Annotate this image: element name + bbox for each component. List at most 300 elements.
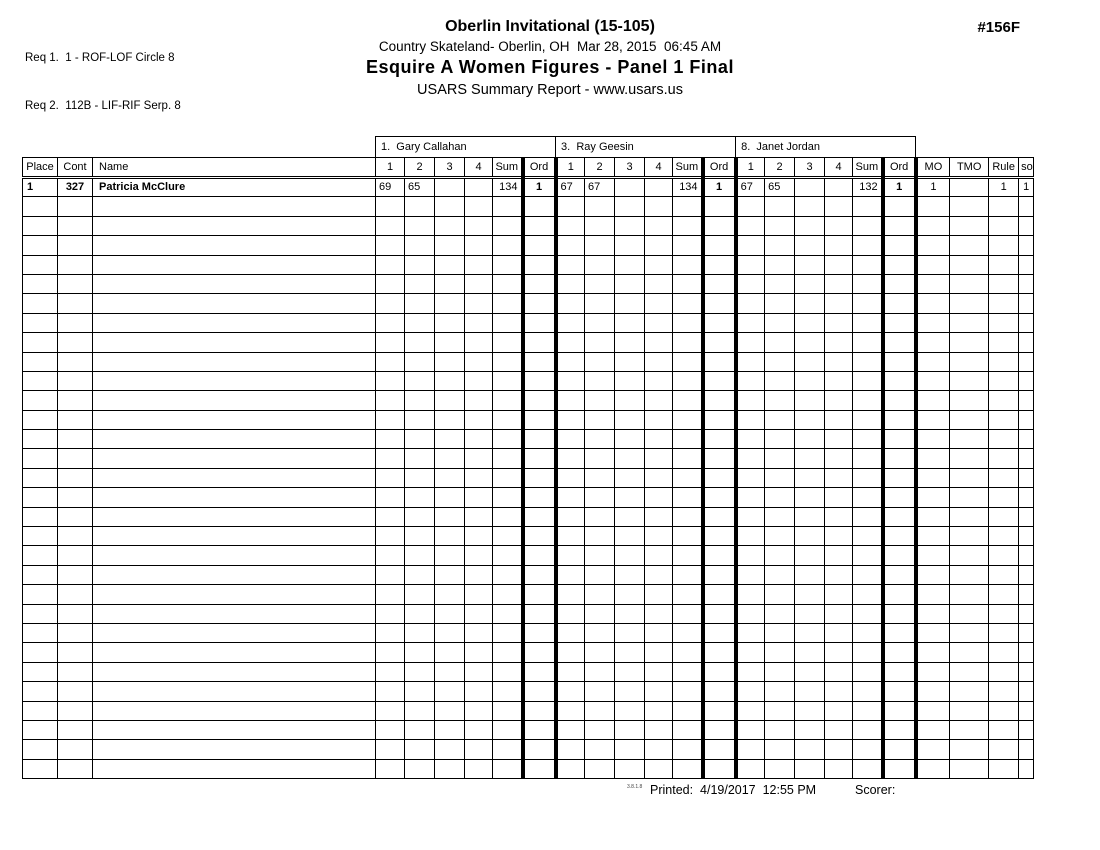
cell-judge3-score1	[736, 662, 765, 681]
cell-mo	[916, 333, 950, 352]
title-block	[0, 18, 1100, 98]
scorer-label: Scorer:	[855, 783, 896, 797]
cell-judge2-score2	[585, 585, 615, 604]
cell-judge1-sum	[493, 216, 523, 235]
cell-judge1-sum	[493, 449, 523, 468]
cell-judge2-score4	[645, 410, 673, 429]
cell-place	[23, 682, 58, 701]
cell-judge2-score4	[645, 565, 673, 584]
cell-judge3-score2	[765, 255, 795, 274]
cell-judge2-score3	[615, 643, 645, 662]
cell-judge2-score1	[556, 527, 585, 546]
cell-judge3-score1	[736, 391, 765, 410]
cell-rule	[989, 585, 1019, 604]
cell-judge3-score2	[765, 662, 795, 681]
cell-place	[23, 623, 58, 642]
cell-judge2-ord	[703, 488, 736, 507]
cell-rule	[989, 623, 1019, 642]
req-line-1: Req 1. 1 - ROF-LOF Circle 8	[25, 52, 175, 64]
cell-judge3-score3	[795, 546, 825, 565]
cell-judge1-sum	[493, 759, 523, 778]
cell-judge1-sum	[493, 313, 523, 332]
cell-judge1-sum	[493, 274, 523, 293]
cell-judge3-score1: 67	[736, 178, 765, 197]
cell-judge2-score2	[585, 701, 615, 720]
cell-place	[23, 585, 58, 604]
cell-tmo	[950, 565, 989, 584]
cell-name	[93, 488, 376, 507]
cell-so	[1019, 546, 1034, 565]
cell-judge2-score1	[556, 585, 585, 604]
cell-judge3-sum	[853, 662, 883, 681]
cell-judge3-score4	[825, 352, 853, 371]
cell-judge1-score1	[376, 274, 405, 293]
cell-judge1-sum	[493, 430, 523, 449]
cell-judge1-score3	[435, 468, 465, 487]
cell-judge3-score2	[765, 430, 795, 449]
cell-judge2-score2	[585, 720, 615, 739]
cell-place	[23, 391, 58, 410]
cell-judge2-ord	[703, 468, 736, 487]
cell-judge2-score3	[615, 701, 645, 720]
cell-judge2-score1	[556, 759, 585, 778]
col-header-judge1-ord: Ord	[523, 158, 556, 178]
cell-tmo	[950, 333, 989, 352]
cell-judge2-score4	[645, 371, 673, 390]
cell-tmo	[950, 546, 989, 565]
cell-judge1-ord	[523, 488, 556, 507]
cell-judge1-score4	[465, 294, 493, 313]
cell-rule	[989, 236, 1019, 255]
cell-judge1-ord	[523, 682, 556, 701]
cell-judge2-score3	[615, 682, 645, 701]
cell-rule	[989, 294, 1019, 313]
cell-judge1-score2	[405, 623, 435, 642]
cell-place	[23, 333, 58, 352]
cell-name	[93, 216, 376, 235]
cell-judge3-ord	[883, 294, 916, 313]
cell-judge1-score1	[376, 604, 405, 623]
cell-mo	[916, 546, 950, 565]
cell-judge1-score1	[376, 740, 405, 759]
cell-name	[93, 701, 376, 720]
cell-judge2-score4	[645, 643, 673, 662]
cell-cont	[58, 604, 93, 623]
cell-judge1-score4	[465, 585, 493, 604]
cell-place	[23, 546, 58, 565]
cell-rule	[989, 720, 1019, 739]
cell-cont	[58, 585, 93, 604]
cell-judge2-ord	[703, 313, 736, 332]
cell-judge1-sum	[493, 410, 523, 429]
cell-judge1-score1	[376, 623, 405, 642]
cell-judge1-score4	[465, 662, 493, 681]
cell-judge1-score1	[376, 449, 405, 468]
cell-place	[23, 197, 58, 216]
cell-judge2-score4	[645, 236, 673, 255]
cell-cont	[58, 682, 93, 701]
cell-judge1-score3	[435, 604, 465, 623]
cell-judge1-score4	[465, 371, 493, 390]
cell-judge1-sum	[493, 294, 523, 313]
cell-judge2-score1	[556, 371, 585, 390]
cell-judge1-score2	[405, 720, 435, 739]
cell-judge2-score4	[645, 759, 673, 778]
cell-name	[93, 197, 376, 216]
cell-mo	[916, 371, 950, 390]
cell-place	[23, 449, 58, 468]
cell-judge1-ord	[523, 527, 556, 546]
cell-judge3-score2	[765, 585, 795, 604]
cell-place	[23, 371, 58, 390]
cell-tmo	[950, 178, 989, 197]
cell-judge2-score2	[585, 255, 615, 274]
cell-name	[93, 352, 376, 371]
cell-judge2-score4	[645, 720, 673, 739]
cell-place	[23, 701, 58, 720]
cell-place	[23, 236, 58, 255]
cell-judge3-sum	[853, 449, 883, 468]
cell-rule	[989, 197, 1019, 216]
cell-mo	[916, 255, 950, 274]
cell-place	[23, 410, 58, 429]
cell-so	[1019, 255, 1034, 274]
cell-judge2-sum	[673, 662, 703, 681]
cell-name	[93, 643, 376, 662]
cell-so	[1019, 410, 1034, 429]
cell-mo	[916, 604, 950, 623]
cell-judge3-score3	[795, 449, 825, 468]
cell-tmo	[950, 216, 989, 235]
cell-judge2-score4	[645, 449, 673, 468]
cell-judge2-sum	[673, 546, 703, 565]
cell-so	[1019, 430, 1034, 449]
cell-judge3-score3	[795, 468, 825, 487]
cell-judge1-ord	[523, 391, 556, 410]
cell-judge1-ord	[523, 759, 556, 778]
empty-row	[23, 449, 1034, 468]
cell-judge1-score4	[465, 565, 493, 584]
cell-cont	[58, 759, 93, 778]
cell-judge2-ord	[703, 333, 736, 352]
cell-judge3-score4	[825, 585, 853, 604]
cell-judge1-ord	[523, 740, 556, 759]
cell-judge3-ord	[883, 662, 916, 681]
cell-judge1-score3	[435, 236, 465, 255]
cell-judge1-score1	[376, 294, 405, 313]
cell-tmo	[950, 410, 989, 429]
col-header-judge3-2: 2	[765, 158, 795, 178]
cell-judge1-score2	[405, 449, 435, 468]
cell-mo	[916, 507, 950, 526]
cell-judge2-score2	[585, 313, 615, 332]
cell-so	[1019, 333, 1034, 352]
cell-cont	[58, 449, 93, 468]
cell-judge1-sum	[493, 236, 523, 255]
cell-judge3-ord	[883, 449, 916, 468]
cell-judge2-score2	[585, 236, 615, 255]
report-title: USARS Summary Report - www.usars.us	[417, 82, 683, 98]
cell-judge3-ord	[883, 352, 916, 371]
empty-row	[23, 759, 1034, 778]
cell-judge2-score2	[585, 430, 615, 449]
cell-judge1-score2	[405, 216, 435, 235]
cell-judge1-ord	[523, 313, 556, 332]
cell-judge3-score2	[765, 488, 795, 507]
cell-judge3-score4	[825, 274, 853, 293]
cell-judge2-score3	[615, 333, 645, 352]
cell-judge2-ord	[703, 623, 736, 642]
col-header-judge3-1: 1	[736, 158, 765, 178]
cell-judge2-score3	[615, 759, 645, 778]
cell-judge3-score2	[765, 546, 795, 565]
cell-judge2-sum	[673, 410, 703, 429]
cell-judge3-score3	[795, 274, 825, 293]
cell-judge2-score3	[615, 371, 645, 390]
cell-judge1-ord	[523, 662, 556, 681]
cell-judge2-score1	[556, 236, 585, 255]
cell-judge3-score4	[825, 371, 853, 390]
cell-judge1-score4	[465, 604, 493, 623]
cell-judge1-score1	[376, 468, 405, 487]
cell-place	[23, 643, 58, 662]
cell-so	[1019, 740, 1034, 759]
cell-so	[1019, 294, 1034, 313]
cell-mo	[916, 488, 950, 507]
cell-judge2-score1	[556, 294, 585, 313]
cell-judge3-score3	[795, 527, 825, 546]
cell-so	[1019, 662, 1034, 681]
cell-judge3-ord	[883, 333, 916, 352]
cell-name	[93, 662, 376, 681]
cell-judge1-score1: 69	[376, 178, 405, 197]
cell-judge2-ord	[703, 371, 736, 390]
cell-so	[1019, 604, 1034, 623]
cell-judge3-score2	[765, 468, 795, 487]
cell-judge1-score2	[405, 313, 435, 332]
cell-judge1-score1	[376, 216, 405, 235]
cell-so	[1019, 585, 1034, 604]
cell-judge3-score2	[765, 701, 795, 720]
cell-judge1-sum	[493, 468, 523, 487]
cell-judge3-score4	[825, 682, 853, 701]
cell-judge2-sum	[673, 604, 703, 623]
division-title: Esquire A Women Figures - Panel 1 Final	[366, 57, 734, 77]
cell-judge2-score3	[615, 216, 645, 235]
empty-row	[23, 585, 1034, 604]
cell-place	[23, 216, 58, 235]
cell-judge2-score3	[615, 178, 645, 197]
cell-place	[23, 274, 58, 293]
cell-judge2-sum	[673, 236, 703, 255]
cell-judge3-score4	[825, 255, 853, 274]
cell-judge2-score4	[645, 430, 673, 449]
cell-judge3-score3	[795, 236, 825, 255]
cell-tmo	[950, 449, 989, 468]
cell-judge2-ord	[703, 197, 736, 216]
cell-judge3-score4	[825, 333, 853, 352]
cell-judge3-sum	[853, 352, 883, 371]
cell-judge3-sum	[853, 507, 883, 526]
cell-judge1-ord	[523, 333, 556, 352]
cell-mo	[916, 468, 950, 487]
cell-judge3-score2	[765, 410, 795, 429]
cell-judge2-sum	[673, 643, 703, 662]
empty-row	[23, 255, 1034, 274]
cell-judge3-score1	[736, 488, 765, 507]
cell-judge1-sum	[493, 740, 523, 759]
cell-judge3-score1	[736, 682, 765, 701]
cell-name	[93, 371, 376, 390]
cell-place	[23, 527, 58, 546]
cell-place	[23, 255, 58, 274]
cell-judge3-ord	[883, 604, 916, 623]
cell-judge2-score1	[556, 623, 585, 642]
empty-row	[23, 604, 1034, 623]
cell-judge3-score3	[795, 371, 825, 390]
cell-judge1-score4	[465, 488, 493, 507]
cell-judge2-sum	[673, 449, 703, 468]
cell-judge2-score2	[585, 759, 615, 778]
cell-judge1-score3	[435, 197, 465, 216]
cell-judge3-score2	[765, 527, 795, 546]
cell-judge2-score2	[585, 662, 615, 681]
cell-judge1-score2	[405, 759, 435, 778]
cell-judge2-sum	[673, 313, 703, 332]
cell-judge2-score3	[615, 449, 645, 468]
cell-judge3-sum	[853, 565, 883, 584]
cell-judge3-score1	[736, 197, 765, 216]
cell-mo	[916, 352, 950, 371]
cell-judge3-score3	[795, 216, 825, 235]
cell-judge1-score3	[435, 720, 465, 739]
cell-judge1-ord	[523, 623, 556, 642]
cell-name	[93, 294, 376, 313]
cell-judge2-score4	[645, 701, 673, 720]
cell-place	[23, 740, 58, 759]
cell-tmo	[950, 662, 989, 681]
cell-judge2-score3	[615, 294, 645, 313]
cell-judge1-score4	[465, 236, 493, 255]
cell-so	[1019, 352, 1034, 371]
cell-judge2-sum	[673, 391, 703, 410]
cell-judge1-ord	[523, 546, 556, 565]
cell-mo	[916, 197, 950, 216]
cell-judge3-score4	[825, 197, 853, 216]
cell-judge3-score2: 65	[765, 178, 795, 197]
cell-judge1-score3	[435, 643, 465, 662]
cell-cont	[58, 468, 93, 487]
cell-judge3-score2	[765, 740, 795, 759]
cell-judge3-ord	[883, 585, 916, 604]
cell-judge1-score3	[435, 662, 465, 681]
cell-judge1-ord	[523, 701, 556, 720]
cell-judge1-score2	[405, 391, 435, 410]
cell-so	[1019, 216, 1034, 235]
cell-judge2-score1	[556, 274, 585, 293]
cell-judge3-score4	[825, 759, 853, 778]
cell-judge3-ord	[883, 759, 916, 778]
empty-row	[23, 236, 1034, 255]
cell-tmo	[950, 701, 989, 720]
venue-date-line: Country Skateland- Oberlin, OH Mar 28, 2015 06:45 AM	[378, 39, 722, 54]
cell-judge1-score2	[405, 197, 435, 216]
cell-so	[1019, 507, 1034, 526]
cell-judge3-score2	[765, 371, 795, 390]
cell-judge2-score1	[556, 352, 585, 371]
cell-judge3-score2	[765, 720, 795, 739]
cell-judge3-score1	[736, 468, 765, 487]
cell-tmo	[950, 604, 989, 623]
cell-judge1-score1	[376, 197, 405, 216]
cell-cont	[58, 274, 93, 293]
cell-judge2-ord	[703, 294, 736, 313]
cell-judge1-ord	[523, 274, 556, 293]
cell-judge1-score1	[376, 720, 405, 739]
cell-judge1-sum	[493, 585, 523, 604]
empty-row	[23, 662, 1034, 681]
cell-judge3-score2	[765, 623, 795, 642]
cell-rule	[989, 662, 1019, 681]
cell-judge1-score2	[405, 682, 435, 701]
cell-judge3-sum	[853, 488, 883, 507]
cell-judge1-score2	[405, 701, 435, 720]
cell-cont	[58, 488, 93, 507]
empty-row	[23, 313, 1034, 332]
cell-judge1-sum	[493, 488, 523, 507]
cell-mo	[916, 643, 950, 662]
cell-cont	[58, 740, 93, 759]
cell-judge2-score3	[615, 662, 645, 681]
cell-rule	[989, 449, 1019, 468]
cell-judge2-score4	[645, 740, 673, 759]
cell-judge1-score1	[376, 546, 405, 565]
cell-judge2-score4	[645, 333, 673, 352]
cell-judge3-ord	[883, 527, 916, 546]
cell-judge2-score4	[645, 294, 673, 313]
cell-judge2-sum	[673, 274, 703, 293]
cell-judge2-ord	[703, 216, 736, 235]
cell-judge2-ord	[703, 255, 736, 274]
empty-row	[23, 216, 1034, 235]
cell-place	[23, 352, 58, 371]
cell-so	[1019, 236, 1034, 255]
judge-row-right-spacer	[916, 137, 1034, 158]
cell-judge2-sum	[673, 527, 703, 546]
cell-place	[23, 507, 58, 526]
cell-name	[93, 759, 376, 778]
cell-name	[93, 546, 376, 565]
col-header-judge1-sum: Sum	[493, 158, 523, 178]
cell-judge3-score4	[825, 313, 853, 332]
col-header-place: Place	[23, 158, 58, 178]
cell-judge3-sum	[853, 430, 883, 449]
cell-so: 1	[1019, 178, 1034, 197]
cell-judge2-score2	[585, 682, 615, 701]
cell-name	[93, 274, 376, 293]
cell-judge3-sum	[853, 216, 883, 235]
cell-so	[1019, 527, 1034, 546]
cell-judge1-ord	[523, 643, 556, 662]
cell-judge1-score2	[405, 371, 435, 390]
cell-judge2-ord	[703, 274, 736, 293]
cell-judge2-score1	[556, 216, 585, 235]
cell-judge1-score3	[435, 430, 465, 449]
cell-judge3-score4	[825, 236, 853, 255]
empty-row	[23, 546, 1034, 565]
cell-judge2-score3	[615, 507, 645, 526]
cell-judge3-score1	[736, 604, 765, 623]
